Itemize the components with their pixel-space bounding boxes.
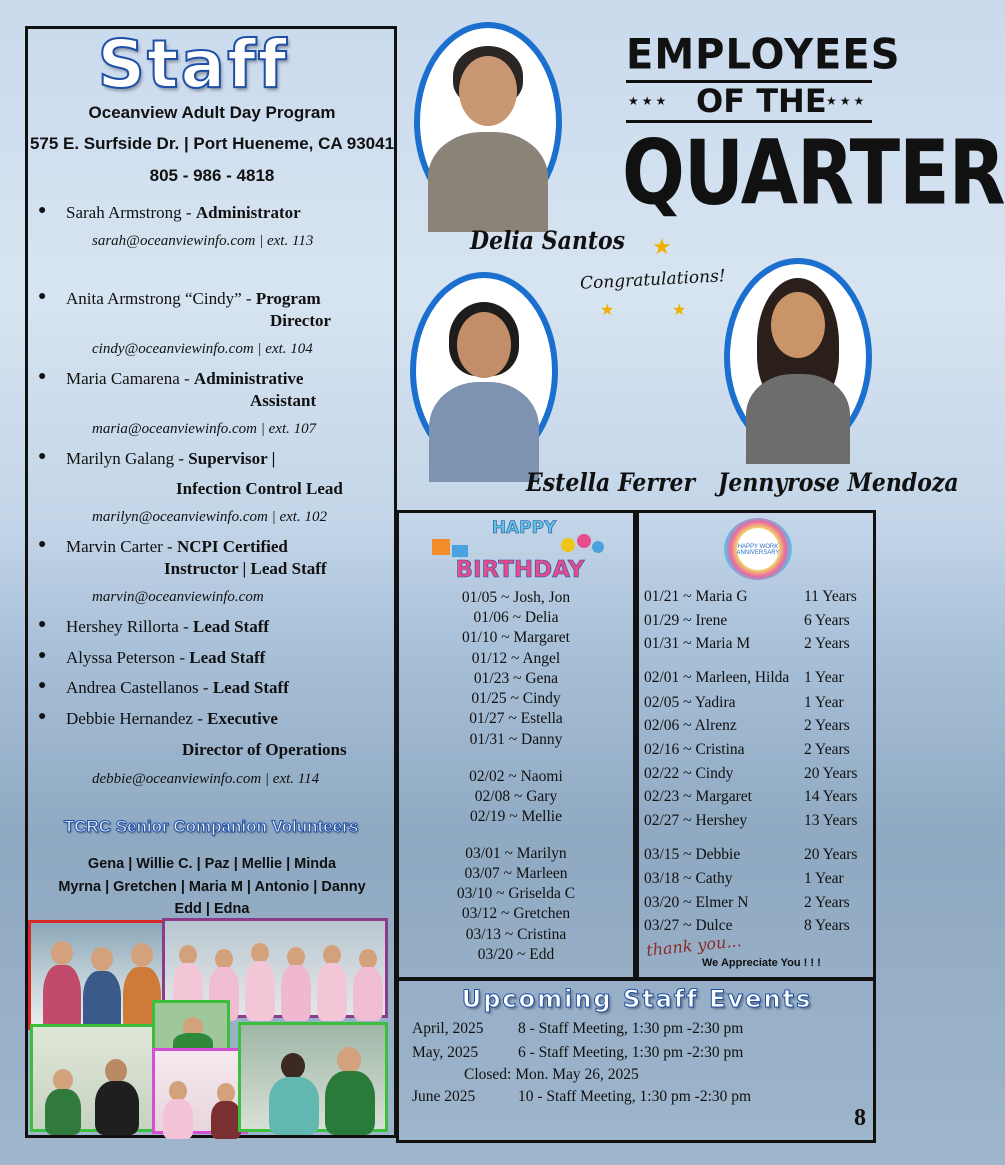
staff-name: Maria Camarena - [66, 369, 194, 388]
staff-name: Alyssa Peterson - [66, 648, 190, 667]
list-item: 03/13 ~ Cristina [465, 926, 567, 943]
anniversary-years: 1 Year [804, 669, 844, 686]
list-item: 01/12 ~ Angel [471, 650, 561, 667]
list-item: 01/05 ~ Josh, Jon [461, 589, 571, 606]
tcrc-volunteers-line: Myrna | Gretchen | Maria M | Antonio | Danny [58, 879, 366, 895]
party-photo [30, 1024, 160, 1132]
staff-email: marvin@oceanviewinfo.com [92, 589, 264, 605]
staff-email: marilyn@oceanviewinfo.com | ext. 102 [92, 509, 327, 525]
staff-role: NCPI Certified [176, 537, 288, 556]
anniversary-name: 02/01 ~ Marleen, Hilda [644, 669, 790, 686]
tcrc-title: TCRC Senior Companion Volunteers [63, 817, 359, 836]
employee-name: Estella Ferrer [526, 468, 696, 498]
star-icon: ★★★ [628, 94, 670, 108]
page-number: 8 [854, 1105, 866, 1131]
tcrc-volunteers-line: Gena | Willie C. | Paz | Mellie | Minda [87, 856, 337, 872]
appreciation-note: We Appreciate You ! ! ! [702, 957, 821, 969]
staff-role-cont: Infection Control Lead [176, 479, 343, 498]
program-address: 575 E. Surfside Dr. | Port Hueneme, CA 93041 [29, 134, 395, 153]
anniversary-years: 14 Years [804, 788, 858, 805]
bullet-icon: ● [38, 617, 47, 632]
events-title: Upcoming Staff Events [461, 985, 813, 1013]
anniversary-name: 02/23 ~ Margaret [644, 788, 752, 805]
list-item: 03/10 ~ Griselda C [456, 885, 576, 902]
event-detail: 8 - Staff Meeting, 1:30 pm -2:30 pm [518, 1020, 744, 1037]
program-phone: 805 - 986 - 4818 [149, 166, 275, 185]
staff-name: Hershey Rillorta - [66, 617, 193, 636]
staff-role-cont: Instructor | Lead Staff [164, 559, 327, 578]
event-month: May, 2025 [412, 1044, 479, 1061]
star-icon: ★ [672, 302, 687, 319]
party-photo [152, 1000, 230, 1052]
happy-birthday-bottom: BIRTHDAY [455, 557, 585, 583]
anniversary-name: 01/31 ~ Maria M [644, 635, 751, 652]
thank-you-signature: thank you... [645, 931, 743, 960]
anniversary-years: 20 Years [804, 846, 858, 863]
list-item: 01/27 ~ Estella [469, 710, 563, 727]
staff-role: Executive [207, 709, 278, 728]
event-month: April, 2025 [412, 1020, 484, 1037]
bullet-icon: ● [38, 709, 47, 724]
anniversary-years: 1 Year [804, 870, 844, 887]
list-item: 01/06 ~ Delia [473, 609, 559, 626]
employee-portrait-jennyrose [724, 258, 872, 456]
tcrc-volunteers-line: Edd | Edna [174, 901, 250, 917]
staff-role: Lead Staff [193, 617, 270, 636]
program-name: Oceanview Adult Day Program [88, 103, 336, 122]
anniversary-name: 03/18 ~ Cathy [644, 870, 733, 887]
anniversary-name: 02/16 ~ Cristina [644, 741, 745, 758]
anniversary-years: 20 Years [804, 765, 858, 782]
eoq-title-line2: OF THE [696, 82, 827, 120]
anniversary-years: 13 Years [804, 812, 858, 829]
anniversary-name: 02/22 ~ Cindy [644, 765, 734, 782]
staff-role: Administrator [195, 203, 301, 222]
list-item: 03/20 ~ Edd [477, 946, 555, 963]
anniversary-name: 02/06 ~ Alrenz [644, 717, 737, 734]
anniversary-years: 2 Years [804, 741, 850, 758]
happy-birthday-top: HAPPY [491, 518, 557, 538]
volunteer-photo [28, 920, 166, 1030]
employee-name: Delia Santos [470, 226, 626, 256]
anniversary-years: 2 Years [804, 717, 850, 734]
star-icon: ★ [600, 302, 615, 319]
list-item: 01/31 ~ Danny [469, 731, 563, 748]
list-item: 01/10 ~ Margaret [462, 629, 570, 646]
anniversary-years: 8 Years [804, 917, 850, 934]
bullet-icon: ● [38, 203, 47, 218]
anniversary-name: 03/15 ~ Debbie [644, 846, 741, 863]
star-icon: ★★★ [826, 94, 868, 108]
staff-role: Lead Staff [189, 648, 266, 667]
staff-email: maria@oceanviewinfo.com | ext. 107 [92, 421, 317, 437]
staff-name: Debbie Hernandez - [66, 709, 208, 728]
staff-role-cont: Director [270, 311, 332, 330]
employee-portrait-estella [410, 272, 558, 470]
bullet-icon: ● [38, 289, 47, 304]
staff-role: Supervisor | [188, 449, 276, 468]
staff-name: Marilyn Galang - [66, 449, 189, 468]
staff-email: sarah@oceanviewinfo.com | ext. 113 [92, 233, 314, 249]
anniversary-name: 03/27 ~ Dulce [644, 917, 733, 934]
staff-role: Administrative [193, 369, 304, 388]
list-item: 01/23 ~ Gena [473, 670, 559, 687]
list-item: 03/12 ~ Gretchen [461, 905, 571, 922]
staff-role: Program [255, 289, 321, 308]
anniversary-years: 6 Years [804, 612, 850, 629]
event-detail: Closed: Mon. May 26, 2025 [464, 1066, 639, 1083]
bullet-icon: ● [38, 537, 47, 552]
anniversary-years: 11 Years [804, 588, 857, 605]
staff-role-cont: Director of Operations [182, 740, 347, 759]
staff-name: Andrea Castellanos - [66, 678, 213, 697]
anniversary-years: 2 Years [804, 635, 850, 652]
staff-role: Lead Staff [212, 678, 289, 697]
staff-name: Sarah Armstrong - [66, 203, 196, 222]
congratulations-banner: Congratulations! [579, 266, 727, 294]
list-item: 01/25 ~ Cindy [471, 690, 561, 707]
work-anniversary-logo-text: HAPPY WORK ANNIVERSARY [736, 544, 780, 556]
event-detail: 6 - Staff Meeting, 1:30 pm -2:30 pm [518, 1044, 744, 1061]
employee-portrait-delia [414, 22, 562, 222]
anniversary-name: 03/20 ~ Elmer N [644, 894, 749, 911]
staff-name: Anita Armstrong “Cindy” - [66, 289, 256, 308]
star-icon: ★ [652, 234, 672, 259]
bullet-icon: ● [38, 369, 47, 384]
event-month: June 2025 [412, 1088, 476, 1105]
eoq-title-line1: EMPLOYEES [626, 30, 901, 80]
staff-name: Marvin Carter - [66, 537, 177, 556]
list-item: 02/08 ~ Gary [474, 788, 558, 805]
party-photo [152, 1048, 248, 1134]
event-detail: 10 - Staff Meeting, 1:30 pm -2:30 pm [518, 1088, 752, 1105]
list-item: 02/02 ~ Naomi [469, 768, 563, 785]
anniversary-name: 02/27 ~ Hershey [644, 812, 748, 829]
staff-email: debbie@oceanviewinfo.com | ext. 114 [92, 771, 320, 787]
list-item: 02/19 ~ Mellie [470, 808, 562, 825]
anniversary-years: 2 Years [804, 894, 850, 911]
bullet-icon: ● [38, 449, 47, 464]
bullet-icon: ● [38, 648, 47, 663]
happy-birthday-logo [428, 515, 608, 585]
anniversary-name: 01/21 ~ Maria G [644, 588, 748, 605]
staff-title: Staff [97, 26, 289, 103]
anniversary-years: 1 Year [804, 694, 844, 711]
anniversary-name: 01/29 ~ Irene [644, 612, 728, 629]
anniversary-name: 02/05 ~ Yadira [644, 694, 736, 711]
staff-role-cont: Assistant [250, 391, 317, 410]
list-item: 03/07 ~ Marleen [464, 865, 568, 882]
employee-name: Jennyrose Mendoza [718, 468, 959, 498]
list-item: 03/01 ~ Marilyn [465, 845, 567, 862]
bullet-icon: ● [38, 678, 47, 693]
party-photo [238, 1022, 388, 1132]
eoq-title-line3: QUARTER [622, 122, 1005, 226]
staff-email: cindy@oceanviewinfo.com | ext. 104 [92, 341, 313, 357]
